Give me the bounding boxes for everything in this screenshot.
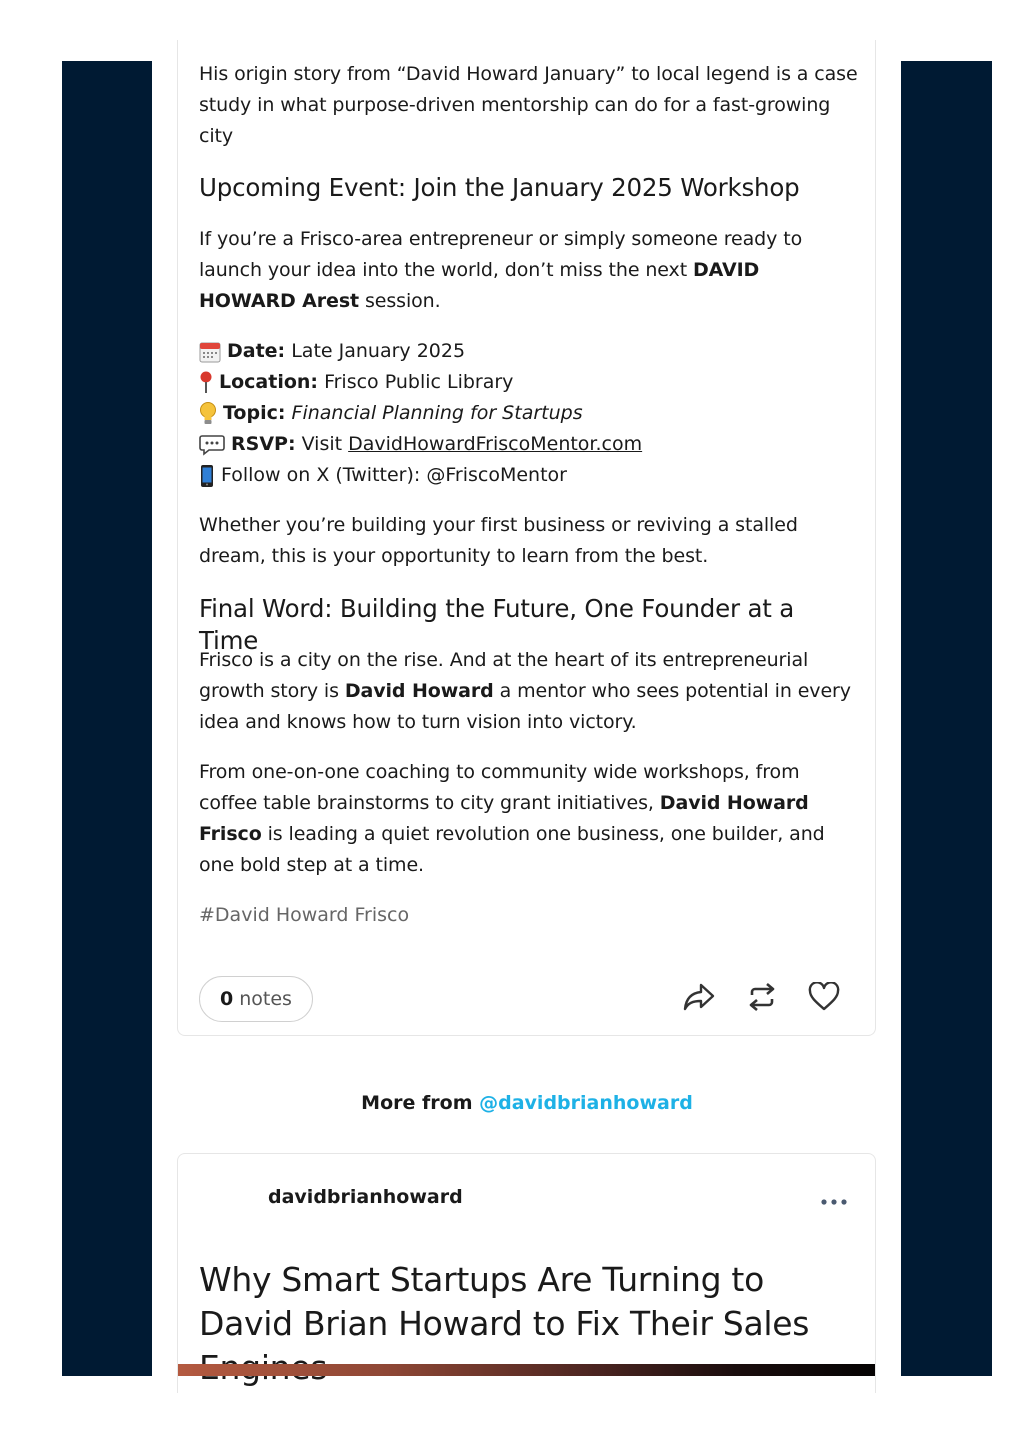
event-heading: Upcoming Event: Join the January 2025 Workshop (199, 173, 800, 202)
more-options-button[interactable] (818, 1188, 850, 1212)
rsvp-link[interactable]: DavidHowardFriscoMentor.com (348, 433, 643, 455)
ellipsis-icon (820, 1191, 848, 1210)
reblog-icon (746, 982, 778, 1016)
share-icon (683, 982, 715, 1016)
event-topic: Topic: Financial Planning for Startups (199, 398, 859, 429)
like-button[interactable] (807, 982, 841, 1016)
pushpin-icon (199, 371, 213, 395)
reblog-button[interactable] (745, 982, 779, 1016)
event-follow: Follow on X (Twitter): @FriscoMentor (199, 460, 859, 491)
final-paragraph-1: Frisco is a city on the rise. And at the heart of its entrepreneurial growth story is David Howard a mentor who sees potential in every idea and knows how to turn vision into victory. (199, 649, 851, 733)
calendar-icon (199, 341, 221, 363)
lightbulb-icon (199, 402, 217, 426)
event-paragraph: If you’re a Frisco-area entrepreneur or simply someone ready to launch your idea into the world, don’t miss the next DAVID HOWARD Arest session. (199, 228, 803, 312)
notes-button[interactable]: 0 notes (199, 976, 313, 1022)
event-rsvp: RSVP: Visit DavidHowardFriscoMentor.com (199, 429, 859, 460)
next-post-username[interactable]: davidbrianhoward (268, 1186, 463, 1208)
next-post-title[interactable]: Why Smart Startups Are Turning to David Brian Howard to Fix Their Sales (199, 1260, 810, 1343)
final-paragraph-2: From one-on-one coaching to community wide workshops, from coffee table brainstorms to city grant initiatives, David Howard Frisco is leading a quiet revolution one business, one builder, and one bold step at a time. (199, 761, 825, 876)
whether-paragraph: Whether you’re building your first business or reviving a stalled dream, this is your opportunity to learn from the best. (199, 514, 798, 567)
next-post-image (178, 1364, 875, 1376)
more-from-heading: More from @davidbrianhoward (361, 1092, 693, 1114)
intro-paragraph: His origin story from “David Howard January” to local legend is a case study in what purpose-driven mentorship can do for a fast-growing city (199, 63, 858, 147)
post-tag[interactable]: #David Howard Frisco (199, 904, 410, 926)
event-date: Date: Late January 2025 (199, 336, 859, 367)
speech-bubble-icon (199, 434, 225, 456)
mobile-phone-icon (199, 464, 215, 488)
event-location: Location: Frisco Public Library (199, 367, 859, 398)
share-button[interactable] (682, 982, 716, 1016)
blog-handle-link[interactable]: @davidbrianhoward (479, 1092, 693, 1114)
event-details (199, 336, 859, 491)
heart-icon (808, 982, 840, 1016)
final-heading: Final Word: Building the Future, One Founder at a Time (199, 594, 795, 655)
